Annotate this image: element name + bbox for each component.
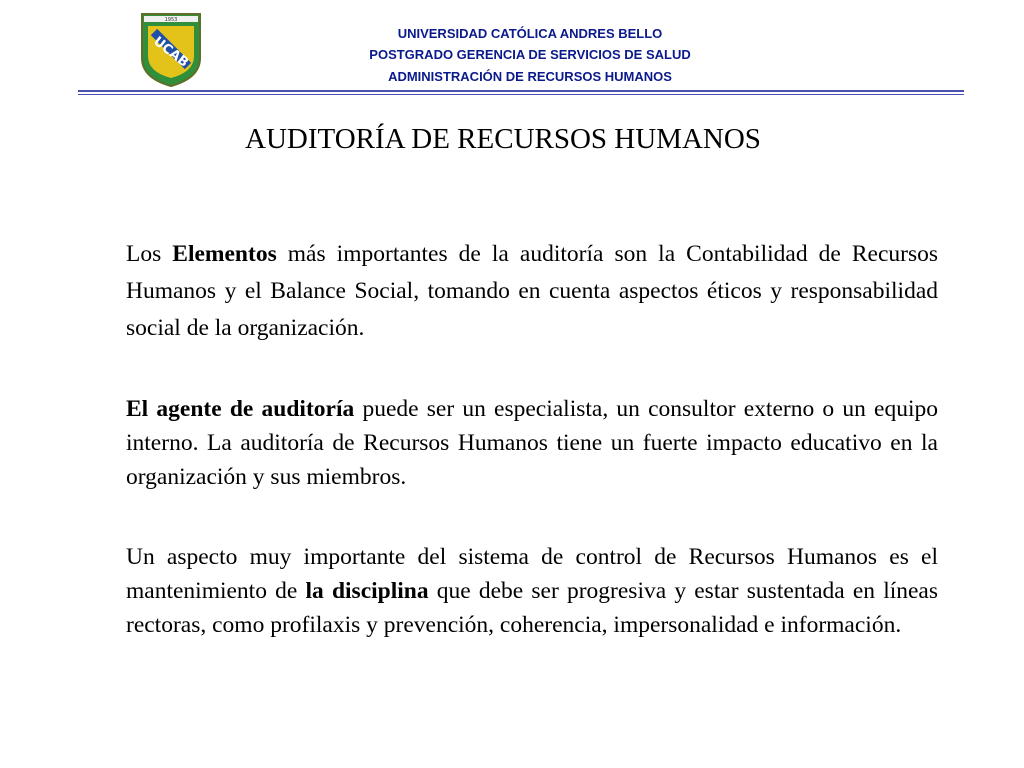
header-course: ADMINISTRACIÓN DE RECURSOS HUMANOS: [388, 69, 672, 84]
paragraph-discipline: [126, 540, 938, 642]
p2-text-1: puede ser un especialista, un consultor externo o un equipo interno. La auditoría de Recursos Humanos tiene un fuerte impacto educativo en la organización y sus miembros.: [126, 396, 938, 490]
ucab-logo: [140, 12, 202, 88]
p1-text-2: más importantes de la auditoría son la Contabilidad de Recursos Humanos y el Balance Social, tomando en cuenta aspectos éticos y responsabilidad social de la organización.: [126, 241, 938, 341]
header-postgraduate: POSTGRADO GERENCIA DE SERVICIOS DE SALUD: [369, 47, 691, 62]
header-rule-thin: [78, 94, 964, 95]
paragraph-elements: [126, 236, 938, 347]
p3-text-1: Un aspecto muy importante del sistema de control de Recursos Humanos es el mantenimiento de: [126, 544, 938, 604]
svg-text:1953: 1953: [164, 17, 178, 23]
p3-text-2: que debe ser progresiva y estar sustentada en líneas rectoras, como profilaxis y prevención, coherencia, impersonalidad e información.: [126, 578, 939, 638]
p1-text-1: Los: [126, 241, 173, 267]
p2-bold-agent: El agente de auditoría: [126, 396, 355, 422]
svg-text:UCAB: UCAB: [150, 34, 192, 71]
p3-bold-discipline: la disciplina: [305, 578, 429, 604]
slide-title: AUDITORÍA DE RECURSOS HUMANOS: [245, 123, 761, 155]
header-university: UNIVERSIDAD CATÓLICA ANDRES BELLO: [397, 26, 663, 41]
header-rule-thick: [78, 90, 964, 92]
paragraph-audit-agent: [126, 392, 938, 494]
p1-bold-elements: Elementos: [172, 241, 277, 267]
